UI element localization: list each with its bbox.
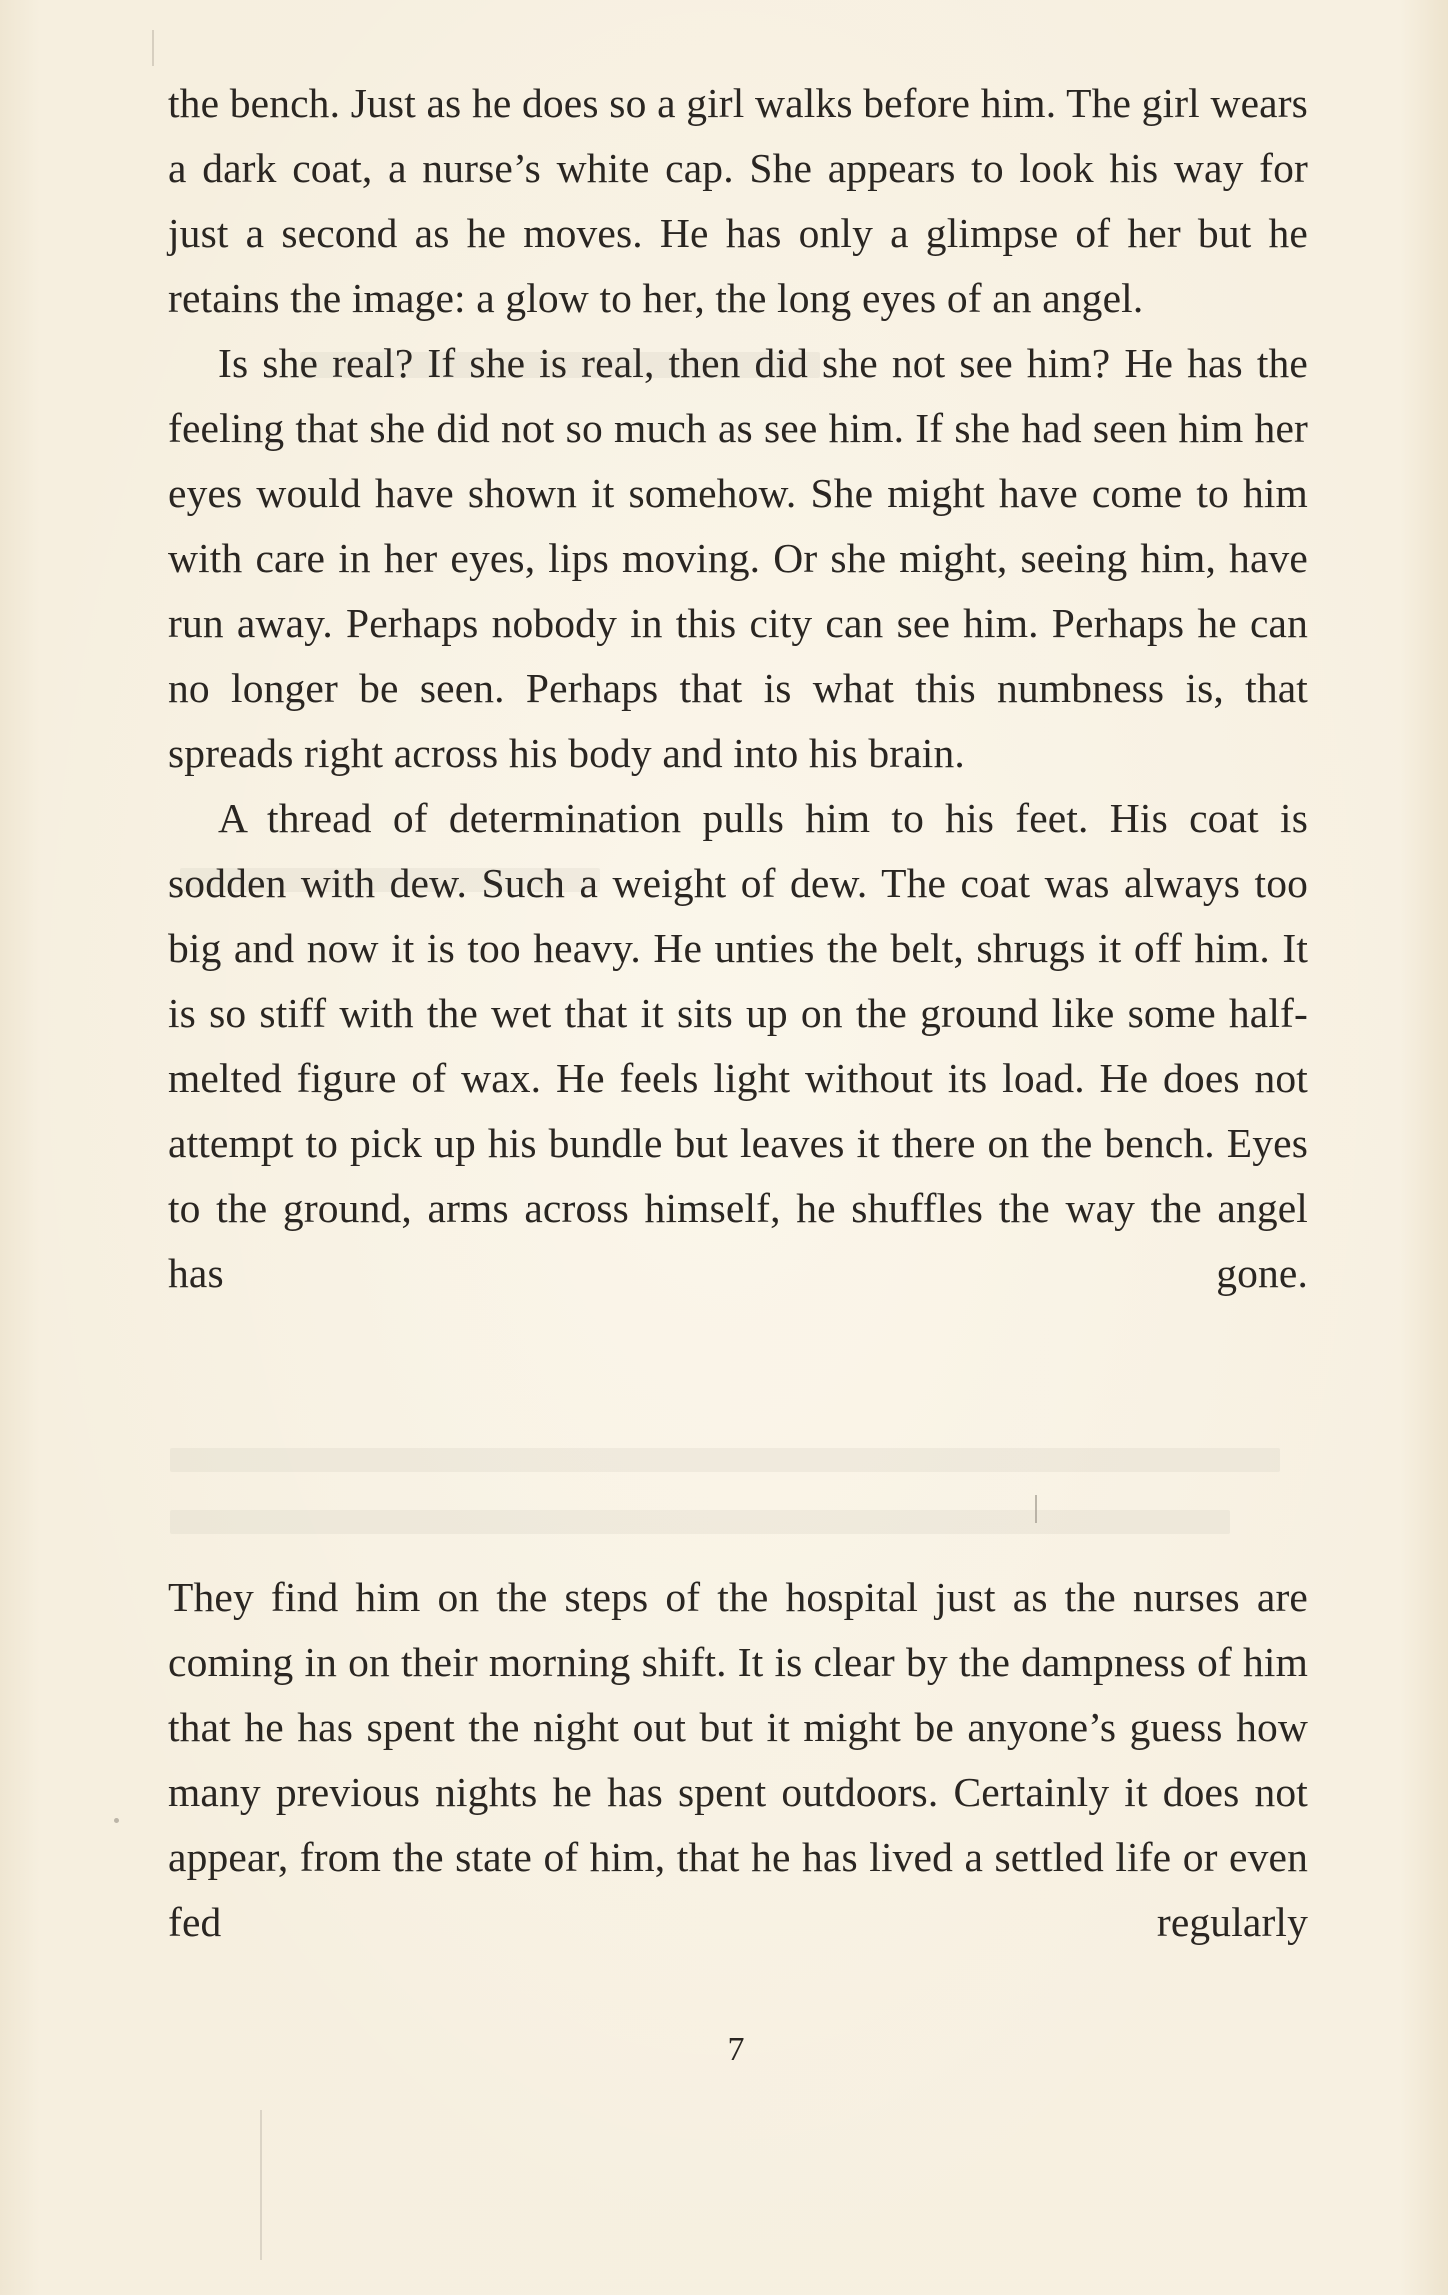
paper-speck	[260, 2110, 262, 2260]
page-number: 7	[727, 2031, 745, 2068]
body-text-bottom	[168, 1565, 1308, 1955]
paper-speck	[1035, 1495, 1037, 1523]
paragraph: They find him on the steps of the hospital just as the nurses are coming in on their morning shift. It is clear by the dampness of him that he has spent the night out but it might be anyone’s guess how many previous nights he has spent outdoors. Certainly it does not appear, from the state of him, that he has lived a settled life or even fed regularly	[168, 1574, 1308, 1945]
paper-speck	[114, 1818, 119, 1823]
show-through-mark	[170, 1510, 1230, 1534]
paper-speck	[152, 30, 154, 66]
show-through-mark	[170, 1448, 1280, 1472]
paragraph: the bench. Just as he does so a girl walks before him. The girl wears a dark coat, a nurse’s white cap. She appears to look his way for just a second as he moves. He has only a glimpse of her but he retains the image: a glow to her, the long eyes of an angel.	[168, 80, 1308, 321]
paragraph: A thread of determination pulls him to his feet. His coat is sodden with dew. Such a weight of dew. The coat was always too big and now it is too heavy. He unties the belt, shrugs it off him. It is so stiff with the wet that it sits up on the ground like some half-melted figure of wax. He feels light without its load. He does not attempt to pick up his bundle but leaves it there on the bench. Eyes to the ground, arms across himself, he shuffles the way the angel has gone.	[168, 795, 1308, 1296]
paragraph: Is she real? If she is real, then did she not see him? He has the feeling that she did not so much as see him. If she had seen him her eyes would have shown it somehow. She might have come to him with care in her eyes, lips moving. Or she might, seeing him, have run away. Perhaps nobody in this city can see him. Perhaps he can no longer be seen. Perhaps that is what this numbness is, that spreads right across his body and into his brain.	[168, 340, 1308, 776]
body-text-top	[168, 71, 1308, 1306]
